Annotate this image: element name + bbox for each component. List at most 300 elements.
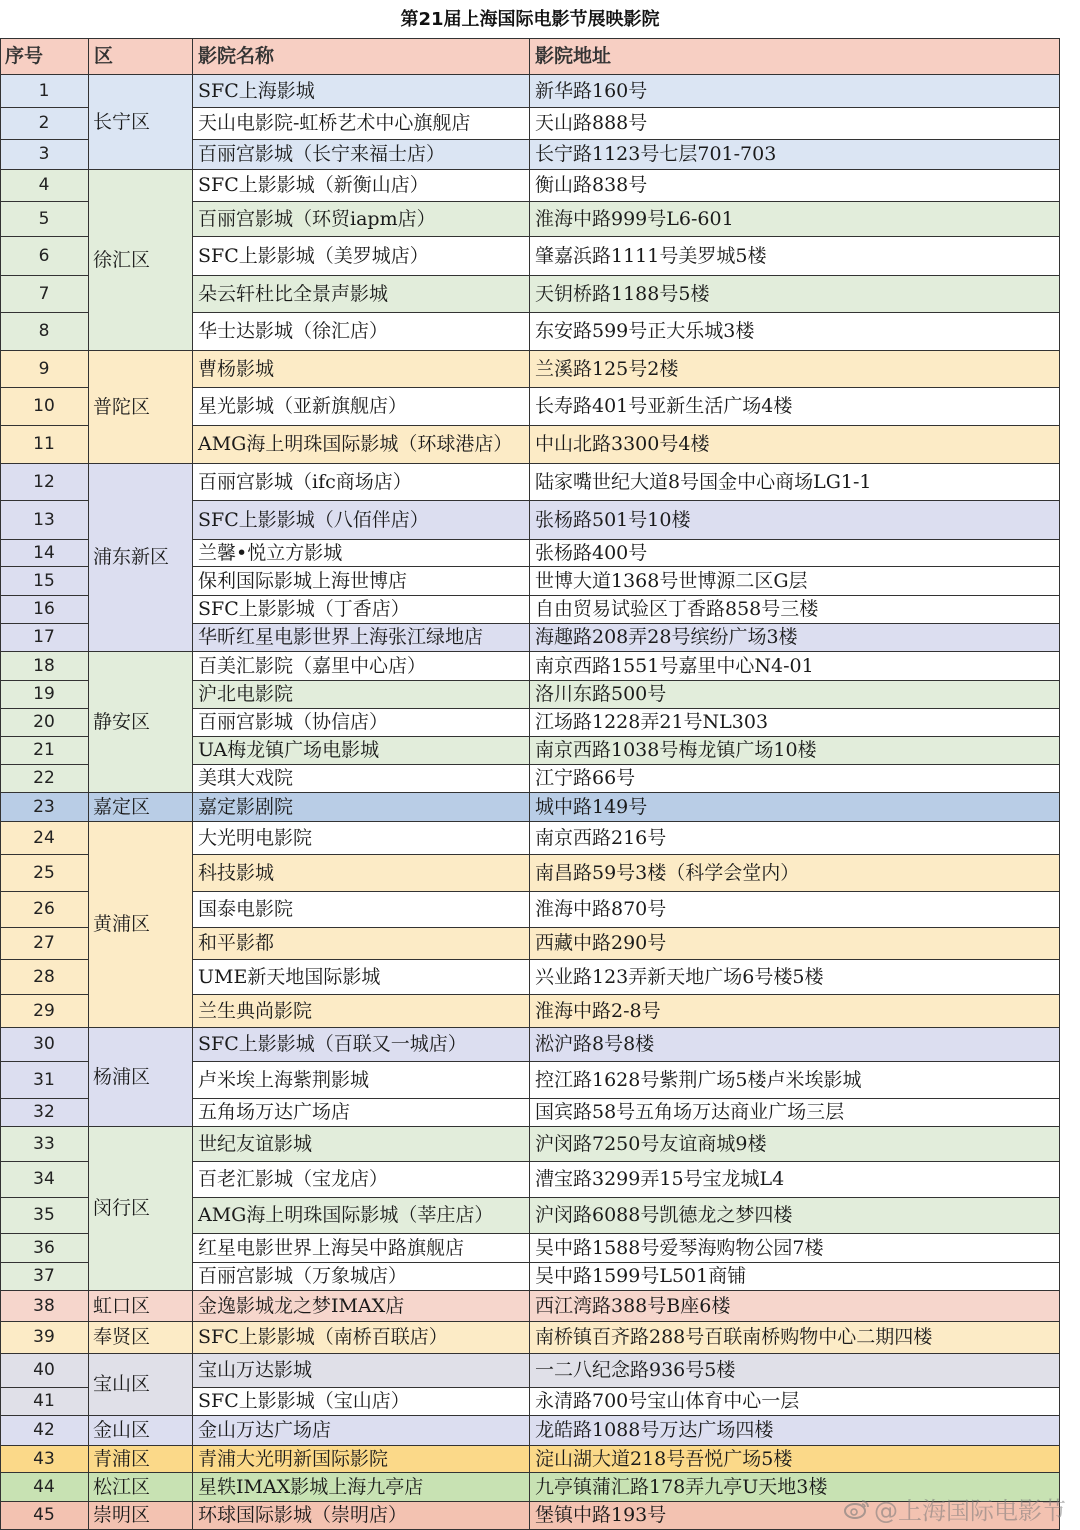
cinema-address bbox=[530, 624, 1060, 652]
cinema-name bbox=[193, 313, 530, 351]
cinema-address bbox=[530, 765, 1060, 793]
cinema-name bbox=[193, 709, 530, 737]
cinema-address bbox=[530, 1234, 1060, 1263]
district-cell-text: 青浦区 bbox=[93, 1447, 151, 1470]
cinema-name-text: 科技影城 bbox=[198, 861, 275, 884]
cinema-name bbox=[193, 1099, 530, 1127]
cinema-address-text: 南京西路216号 bbox=[535, 826, 667, 849]
seq-cell bbox=[0, 892, 89, 928]
cinema-address bbox=[530, 709, 1060, 737]
district-cell bbox=[89, 1416, 193, 1446]
district-cell-text: 浦东新区 bbox=[93, 546, 170, 568]
cinema-name bbox=[193, 652, 530, 681]
seq-cell bbox=[0, 1162, 89, 1198]
cinema-address-text: 永清路700号宝山体育中心一层 bbox=[535, 1390, 800, 1412]
cinema-address-text: 天山路888号 bbox=[535, 112, 648, 134]
seq-cell-text: 14 bbox=[33, 542, 55, 563]
cinema-name-text: 美琪大戏院 bbox=[198, 767, 294, 789]
cinema-address-text: 陆家嘴世纪大道8号国金中心商场LG1-1 bbox=[535, 470, 872, 493]
seq-cell bbox=[0, 464, 89, 501]
seq-cell bbox=[0, 1028, 89, 1062]
cinema-name-text: SFC上影影城（美罗城店） bbox=[198, 244, 429, 267]
cinema-name bbox=[193, 624, 530, 652]
seq-cell-text: 30 bbox=[33, 1034, 55, 1054]
seq-cell-text: 3 bbox=[38, 144, 50, 164]
cinema-address-text: 天钥桥路1188号5楼 bbox=[535, 282, 710, 305]
seq-cell bbox=[0, 928, 89, 960]
cinema-address bbox=[530, 388, 1060, 426]
cinema-name bbox=[193, 426, 530, 464]
seq-cell-text: 5 bbox=[38, 208, 50, 229]
seq-cell bbox=[0, 1198, 89, 1234]
cinema-address-text: 九亭镇蒲汇路178弄九亭U天地3楼 bbox=[535, 1475, 828, 1498]
cinema-name-text: 天山电影院-虹桥艺术中心旗舰店 bbox=[198, 112, 471, 134]
seq-cell bbox=[0, 1322, 89, 1354]
seq-cell bbox=[0, 501, 89, 540]
district-cell bbox=[89, 652, 193, 793]
cinema-address-text: 国宾路58号五角场万达商业广场三层 bbox=[535, 1101, 845, 1123]
cinema-address-text: 西藏中路290号 bbox=[535, 932, 667, 954]
cinema-name bbox=[193, 928, 530, 960]
seq-cell bbox=[0, 1502, 89, 1530]
seq-cell-text: 29 bbox=[33, 1000, 55, 1021]
seq-cell-text: 20 bbox=[33, 712, 55, 732]
table-top-border bbox=[0, 38, 1060, 39]
cinema-name bbox=[193, 1028, 530, 1062]
district-cell bbox=[89, 1446, 193, 1473]
cinema-address-text: 淮海中路999号L6-601 bbox=[535, 207, 734, 230]
cinema-name bbox=[193, 237, 530, 276]
cinema-name bbox=[193, 995, 530, 1028]
header-seq-text: 序号 bbox=[5, 44, 44, 67]
cinema-address-text: 自由贸易试验区丁香路858号三楼 bbox=[535, 598, 819, 620]
seq-cell bbox=[0, 855, 89, 892]
cinema-address-text: 淮海中路870号 bbox=[535, 898, 667, 920]
cinema-address bbox=[530, 1263, 1060, 1291]
seq-cell bbox=[0, 1446, 89, 1473]
header-district bbox=[89, 38, 193, 75]
seq-cell bbox=[0, 1354, 89, 1388]
seq-cell bbox=[0, 540, 89, 567]
cinema-name-text: 卢米埃上海紫荆影城 bbox=[198, 1068, 370, 1091]
cinema-name bbox=[193, 737, 530, 765]
cinema-address bbox=[530, 276, 1060, 313]
cinema-name-text: 朵云轩杜比全景声影城 bbox=[198, 282, 389, 305]
seq-cell-text: 37 bbox=[33, 1266, 55, 1286]
cinema-address bbox=[530, 995, 1060, 1028]
watermark bbox=[844, 1491, 1066, 1526]
cinema-name bbox=[193, 1473, 530, 1502]
seq-cell-text: 9 bbox=[38, 358, 50, 379]
district-cell-text: 虹口区 bbox=[93, 1294, 151, 1317]
cinema-name-text: AMG海上明珠国际影城（环球港店） bbox=[198, 433, 513, 455]
seq-cell bbox=[0, 202, 89, 237]
district-cell bbox=[89, 170, 193, 351]
cinema-address-text: 淀山湖大道218号吾悦广场5楼 bbox=[535, 1447, 793, 1470]
district-cell-text: 嘉定区 bbox=[93, 795, 151, 818]
cinema-name-text: 宝山万达影城 bbox=[198, 1359, 313, 1381]
cinema-name-text: 五角场万达广场店 bbox=[198, 1101, 351, 1123]
seq-cell-text: 22 bbox=[33, 768, 55, 788]
cinema-address-text: 新华路160号 bbox=[535, 79, 648, 102]
seq-cell-text: 24 bbox=[33, 827, 55, 848]
cinema-address-text: 江场路1228弄21号NL303 bbox=[535, 711, 769, 733]
seq-cell bbox=[0, 1473, 89, 1502]
cinema-address bbox=[530, 1354, 1060, 1388]
seq-cell-text: 27 bbox=[33, 933, 55, 953]
cinema-address bbox=[530, 202, 1060, 237]
cinema-address-text: 海趣路208弄28号缤纷广场3楼 bbox=[535, 626, 798, 648]
cinema-name-text: 青浦大光明新国际影院 bbox=[198, 1447, 389, 1470]
seq-cell-text: 31 bbox=[33, 1069, 55, 1090]
cinema-address-text: 西江湾路388号B座6楼 bbox=[535, 1294, 731, 1317]
cinema-name bbox=[193, 202, 530, 237]
seq-cell-text: 23 bbox=[33, 796, 55, 817]
cinema-name-text: SFC上影影城（八佰伴店） bbox=[198, 508, 429, 531]
cinema-name-text: 嘉定影剧院 bbox=[198, 795, 294, 818]
cinema-address-text: 长寿路401号亚新生活广场4楼 bbox=[535, 395, 793, 417]
district-cell-text: 杨浦区 bbox=[93, 1065, 151, 1088]
cinema-name-text: 百美汇影院（嘉里中心店） bbox=[198, 654, 427, 677]
seq-cell-text: 7 bbox=[38, 283, 50, 304]
cinema-address bbox=[530, 855, 1060, 892]
seq-cell-text: 15 bbox=[33, 570, 55, 591]
seq-cell bbox=[0, 1263, 89, 1291]
district-cell bbox=[89, 351, 193, 464]
seq-cell-text: 33 bbox=[33, 1133, 55, 1154]
cinema-address-text: 南京西路1551号嘉里中心N4-01 bbox=[535, 654, 814, 677]
seq-cell-text: 10 bbox=[33, 396, 55, 416]
cinema-name-text: 环球国际影城（崇明店） bbox=[198, 1504, 408, 1526]
cinema-name bbox=[193, 1198, 530, 1234]
district-cell bbox=[89, 1473, 193, 1502]
district-cell-text: 宝山区 bbox=[93, 1373, 151, 1395]
cinema-name bbox=[193, 1263, 530, 1291]
district-cell bbox=[89, 1028, 193, 1127]
cinema-address bbox=[530, 540, 1060, 567]
cinema-address bbox=[530, 892, 1060, 928]
cinema-address-text: 一二八纪念路936号5楼 bbox=[535, 1359, 736, 1381]
cinema-name-text: SFC上海影城 bbox=[198, 79, 315, 102]
cinema-name bbox=[193, 1291, 530, 1322]
cinema-address bbox=[530, 681, 1060, 709]
cinema-name-text: 沪北电影院 bbox=[198, 683, 294, 705]
cinema-name bbox=[193, 1162, 530, 1198]
seq-cell bbox=[0, 313, 89, 351]
seq-cell-text: 19 bbox=[33, 684, 55, 704]
cinema-address bbox=[530, 793, 1060, 822]
seq-cell-text: 4 bbox=[38, 175, 50, 195]
cinema-name-text: SFC上影影城（宝山店） bbox=[198, 1390, 410, 1412]
cinema-name bbox=[193, 1446, 530, 1473]
seq-cell-text: 39 bbox=[33, 1327, 55, 1347]
seq-cell-text: 35 bbox=[33, 1205, 55, 1225]
cinema-address bbox=[530, 822, 1060, 855]
cinema-name bbox=[193, 960, 530, 995]
cinema-name bbox=[193, 765, 530, 793]
cinema-address-text: 龙皓路1088号万达广场四楼 bbox=[535, 1419, 774, 1441]
cinema-name-text: 和平影都 bbox=[198, 932, 275, 954]
cinema-name bbox=[193, 1416, 530, 1446]
cinema-address bbox=[530, 1127, 1060, 1162]
seq-cell bbox=[0, 624, 89, 652]
seq-cell bbox=[0, 1062, 89, 1099]
seq-cell-text: 21 bbox=[33, 740, 55, 760]
cinema-address bbox=[530, 596, 1060, 624]
cinema-name bbox=[193, 351, 530, 388]
cinema-name bbox=[193, 1388, 530, 1416]
cinema-name bbox=[193, 140, 530, 170]
seq-cell bbox=[0, 1234, 89, 1263]
cinema-name bbox=[193, 276, 530, 313]
cinema-address-text: 南桥镇百齐路288号百联南桥购物中心二期四楼 bbox=[535, 1326, 933, 1348]
district-cell bbox=[89, 1127, 193, 1291]
cinema-name-text: 国泰电影院 bbox=[198, 898, 294, 920]
district-cell-text: 金山区 bbox=[93, 1419, 151, 1441]
cinema-name bbox=[193, 1234, 530, 1263]
cinema-address bbox=[530, 1322, 1060, 1354]
seq-cell-text: 40 bbox=[33, 1360, 55, 1380]
cinema-name-text: 百丽宫影城（长宁来福士店） bbox=[198, 143, 446, 165]
seq-cell-text: 1 bbox=[38, 80, 50, 101]
seq-cell bbox=[0, 709, 89, 737]
seq-cell-text: 25 bbox=[33, 862, 55, 883]
cinema-address-text: 淮海中路2-8号 bbox=[535, 999, 661, 1022]
seq-cell bbox=[0, 140, 89, 170]
seq-cell-text: 11 bbox=[33, 434, 55, 454]
cinema-name-text: 大光明电影院 bbox=[198, 826, 313, 849]
cinema-name-text: 世纪友谊影城 bbox=[198, 1132, 313, 1155]
seq-cell bbox=[0, 1099, 89, 1127]
seq-cell bbox=[0, 237, 89, 276]
seq-cell-text: 42 bbox=[33, 1420, 55, 1440]
district-cell bbox=[89, 793, 193, 822]
cinema-address bbox=[530, 426, 1060, 464]
cinema-name bbox=[193, 822, 530, 855]
seq-cell-text: 34 bbox=[33, 1169, 55, 1189]
header-cinema-address-text: 影院地址 bbox=[535, 44, 612, 67]
seq-cell bbox=[0, 351, 89, 388]
seq-cell-text: 13 bbox=[33, 509, 55, 530]
seq-cell-text: 2 bbox=[38, 113, 50, 133]
cinema-name-text: SFC上影影城（南桥百联店） bbox=[198, 1326, 448, 1348]
cinema-name bbox=[193, 855, 530, 892]
cinema-name-text: 百丽宫影城（万象城店） bbox=[198, 1265, 408, 1287]
cinema-address bbox=[530, 1446, 1060, 1473]
cinema-address bbox=[530, 1099, 1060, 1127]
cinema-address bbox=[530, 652, 1060, 681]
district-cell bbox=[89, 1502, 193, 1530]
cinema-name bbox=[193, 892, 530, 928]
cinema-name bbox=[193, 540, 530, 567]
cinema-address bbox=[530, 351, 1060, 388]
seq-cell-text: 8 bbox=[38, 321, 50, 341]
cinema-address-text: 兰溪路125号2楼 bbox=[535, 357, 679, 380]
cinema-address bbox=[530, 737, 1060, 765]
district-cell bbox=[89, 1291, 193, 1322]
cinema-address-text: 世博大道1368号世博源二区G层 bbox=[535, 569, 808, 592]
cinema-name bbox=[193, 108, 530, 140]
cinema-address bbox=[530, 1062, 1060, 1099]
district-cell-text: 黄浦区 bbox=[93, 913, 151, 935]
weibo-icon bbox=[844, 1499, 870, 1519]
seq-cell bbox=[0, 793, 89, 822]
cinema-address bbox=[530, 140, 1060, 170]
cinema-name-text: 红星电影世界上海吴中路旗舰店 bbox=[198, 1236, 465, 1259]
cinema-name bbox=[193, 1127, 530, 1162]
cinema-name-text: 百丽宫影城（环贸iapm店） bbox=[198, 207, 436, 230]
page-title: 第21届上海国际电影节展映影院 bbox=[400, 9, 660, 30]
header-cinema-address bbox=[530, 38, 1060, 75]
cinema-address bbox=[530, 237, 1060, 276]
district-cell-text: 长宁区 bbox=[93, 110, 151, 133]
seq-cell-text: 18 bbox=[33, 655, 55, 676]
seq-cell bbox=[0, 737, 89, 765]
cinema-address-text: 张杨路501号10楼 bbox=[535, 508, 691, 531]
cinema-address-text: 堡镇中路193号 bbox=[535, 1504, 667, 1526]
cinema-address bbox=[530, 960, 1060, 995]
seq-cell bbox=[0, 596, 89, 624]
cinema-address bbox=[530, 1162, 1060, 1198]
seq-cell-text: 6 bbox=[38, 245, 50, 266]
table-left-border bbox=[0, 38, 1, 1530]
district-cell-text: 徐汇区 bbox=[93, 248, 151, 271]
cinema-name bbox=[193, 464, 530, 501]
cinema-name-text: AMG海上明珠国际影城（莘庄店） bbox=[198, 1204, 494, 1226]
cinema-address bbox=[530, 928, 1060, 960]
cinema-name-text: 曹杨影城 bbox=[198, 357, 275, 380]
cinema-address bbox=[530, 108, 1060, 140]
district-cell-text: 静安区 bbox=[93, 710, 151, 733]
cinema-address-text: 江宁路66号 bbox=[535, 767, 636, 789]
district-cell bbox=[89, 464, 193, 652]
cinema-address-text: 东安路599号正大乐城3楼 bbox=[535, 320, 755, 342]
cinema-address-text: 沪闵路7250号友谊商城9楼 bbox=[535, 1132, 767, 1155]
cinema-address bbox=[530, 1291, 1060, 1322]
cinema-name bbox=[193, 1502, 530, 1530]
cinema-address-text: 肇嘉浜路1111号美罗城5楼 bbox=[535, 244, 767, 267]
cinema-address-text: 吴中路1599号L501商铺 bbox=[535, 1265, 747, 1287]
district-cell-text: 奉贤区 bbox=[93, 1326, 151, 1348]
header-district-text: 区 bbox=[94, 44, 114, 67]
seq-cell bbox=[0, 75, 89, 108]
cinema-name-text: 华昕红星电影世界上海张江绿地店 bbox=[198, 626, 484, 648]
cinema-name bbox=[193, 1354, 530, 1388]
header-cinema-name bbox=[193, 38, 530, 75]
cinema-address bbox=[530, 567, 1060, 596]
seq-cell bbox=[0, 1291, 89, 1322]
seq-cell bbox=[0, 995, 89, 1028]
cinema-address-text: 洛川东路500号 bbox=[535, 683, 667, 705]
cinema-name-text: 百丽宫影城（ifc商场店） bbox=[198, 470, 412, 493]
watermark-text: @上海国际电影节 bbox=[874, 1497, 1066, 1525]
cinema-address-text: 长宁路1123号七层701-703 bbox=[535, 143, 777, 165]
seq-cell-text: 17 bbox=[33, 627, 55, 647]
district-cell bbox=[89, 1354, 193, 1416]
cinema-name-text: 百老汇影城（宝龙店） bbox=[198, 1168, 389, 1190]
cinema-address bbox=[530, 1416, 1060, 1446]
cinema-address-text: 张杨路400号 bbox=[535, 541, 648, 564]
seq-cell-text: 16 bbox=[33, 599, 55, 619]
cinema-name-text: SFC上影影城（百联又一城店） bbox=[198, 1033, 467, 1055]
cinema-address bbox=[530, 1028, 1060, 1062]
seq-cell-text: 32 bbox=[33, 1102, 55, 1122]
cinema-name bbox=[193, 681, 530, 709]
cinema-name-text: 百丽宫影城（协信店） bbox=[198, 711, 389, 733]
seq-cell bbox=[0, 426, 89, 464]
cinema-name-text: 华士达影城（徐汇店） bbox=[198, 320, 389, 342]
cinema-address-text: 控江路1628号紫荆广场5楼卢米埃影城 bbox=[535, 1068, 862, 1091]
cinema-name-text: 星轶IMAX影城上海九亭店 bbox=[198, 1475, 424, 1498]
cinema-name-text: SFC上影影城（丁香店） bbox=[198, 598, 410, 620]
cinema-name bbox=[193, 75, 530, 108]
cinema-name bbox=[193, 567, 530, 596]
district-cell-text: 崇明区 bbox=[93, 1504, 151, 1526]
district-cell bbox=[89, 75, 193, 170]
cinema-address bbox=[530, 1198, 1060, 1234]
cinema-name-text: SFC上影影城（新衡山店） bbox=[198, 174, 429, 196]
district-cell bbox=[89, 1322, 193, 1354]
cinema-address-text: 沪闵路6088号凯德龙之梦四楼 bbox=[535, 1204, 793, 1226]
header-seq bbox=[0, 38, 89, 75]
cinema-address bbox=[530, 501, 1060, 540]
cinema-address-text: 城中路149号 bbox=[535, 795, 648, 818]
district-cell-text: 普陀区 bbox=[93, 395, 151, 418]
seq-cell bbox=[0, 1416, 89, 1446]
seq-cell-text: 36 bbox=[33, 1237, 55, 1258]
cinema-name bbox=[193, 1062, 530, 1099]
cinema-address-text: 淞沪路8号8楼 bbox=[535, 1033, 655, 1055]
cinema-name-text: 星光影城（亚新旗舰店） bbox=[198, 395, 408, 417]
seq-cell bbox=[0, 681, 89, 709]
cinema-address-text: 漕宝路3299弄15号宝龙城L4 bbox=[535, 1168, 785, 1190]
cinema-address bbox=[530, 464, 1060, 501]
cinema-name-text: UME新天地国际影城 bbox=[198, 965, 381, 988]
seq-cell bbox=[0, 822, 89, 855]
cinema-name bbox=[193, 596, 530, 624]
cinema-address bbox=[530, 313, 1060, 351]
cinema-name bbox=[193, 1322, 530, 1354]
district-cell bbox=[89, 822, 193, 1028]
cinema-address bbox=[530, 75, 1060, 108]
seq-cell bbox=[0, 276, 89, 313]
seq-cell bbox=[0, 170, 89, 202]
cinema-name-text: 保利国际影城上海世博店 bbox=[198, 569, 408, 592]
cinema-address-text: 南昌路59号3楼（科学会堂内） bbox=[535, 861, 800, 884]
seq-cell-text: 41 bbox=[33, 1391, 55, 1411]
seq-cell-text: 28 bbox=[33, 966, 55, 987]
header-cinema-name-text: 影院名称 bbox=[198, 44, 275, 67]
cinema-address-text: 衡山路838号 bbox=[535, 174, 648, 196]
cinema-name-text: 金山万达广场店 bbox=[198, 1419, 332, 1441]
cinema-name bbox=[193, 388, 530, 426]
cinema-address-text: 南京西路1038号梅龙镇广场10楼 bbox=[535, 739, 817, 761]
cinema-name bbox=[193, 170, 530, 202]
seq-cell bbox=[0, 652, 89, 681]
seq-cell bbox=[0, 108, 89, 140]
cinema-address bbox=[530, 170, 1060, 202]
cinema-name bbox=[193, 793, 530, 822]
seq-cell-text: 44 bbox=[33, 1476, 55, 1497]
seq-cell bbox=[0, 960, 89, 995]
district-cell-text: 闵行区 bbox=[93, 1197, 151, 1219]
cinema-name-text: 金逸影城龙之梦IMAX店 bbox=[198, 1294, 405, 1317]
seq-cell-text: 38 bbox=[33, 1295, 55, 1316]
seq-cell bbox=[0, 1388, 89, 1416]
cinema-address-text: 吴中路1588号爱琴海购物公园7楼 bbox=[535, 1236, 824, 1259]
seq-cell-text: 43 bbox=[33, 1448, 55, 1469]
cinema-name-text: 兰馨•悦立方影城 bbox=[198, 541, 343, 564]
